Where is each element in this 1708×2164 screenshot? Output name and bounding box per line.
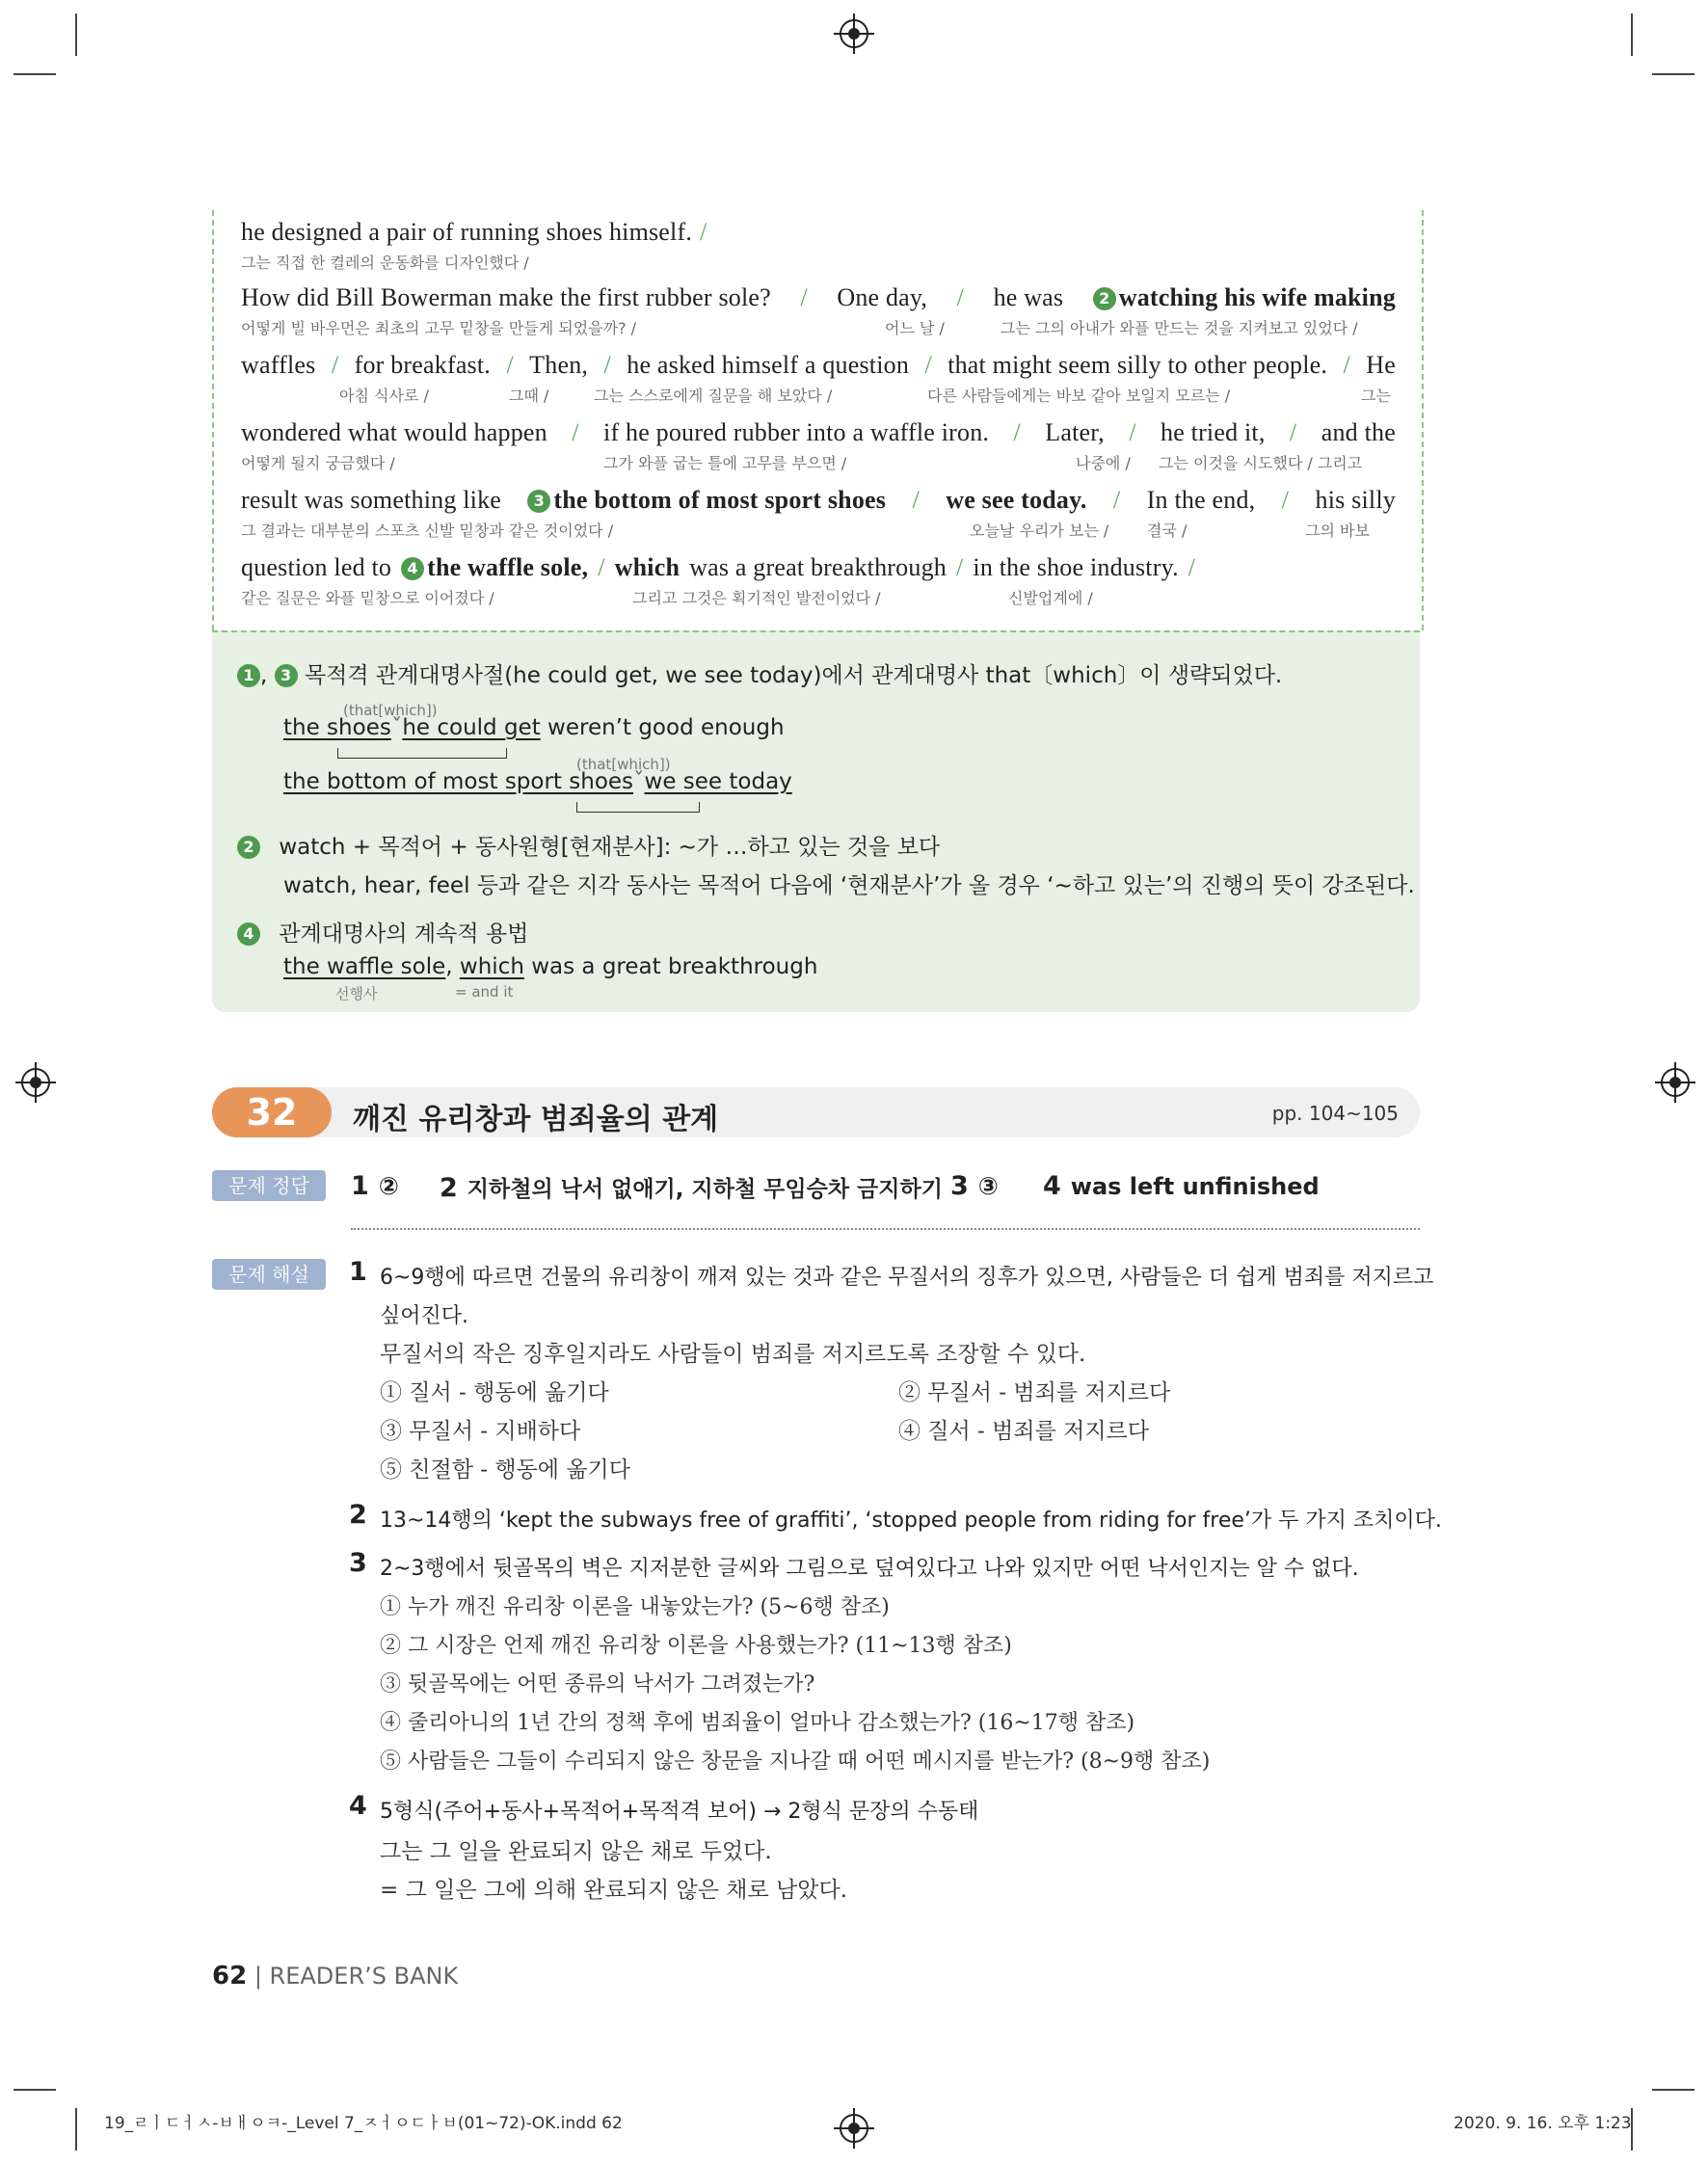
section-title: 깨진 유리창과 범죄율의 관계 — [353, 1103, 719, 1136]
marker-2: 2 — [237, 836, 260, 859]
passage-text: he tried it, — [1161, 418, 1266, 446]
sentence-rest: was a great breakthrough — [531, 954, 818, 979]
crop-mark — [13, 73, 56, 75]
explanation-text: 13~14행의 ‘kept the subways free of graffiti’, ‘stopped people from riding for free’가 두 가지 조치이다. — [380, 1509, 1442, 1533]
crop-mark — [75, 13, 77, 56]
note-text: 목적격 관계대명사절(he could get, we see today)에서 관계대명사 that〔which〕이 생략되었다. — [304, 663, 1283, 688]
summary-sentence: 무질서의 작은 징후일지라도 사람들이 범죄를 저지르도록 조장할 수 있다. — [380, 1342, 1086, 1367]
passage-text: he was — [993, 283, 1064, 311]
translation: 오늘날 우리가 보는 / — [970, 521, 1109, 540]
slash: / — [1112, 486, 1121, 514]
slash: / — [506, 351, 514, 379]
answer-3: 3 ③ — [950, 1171, 999, 1201]
annotation: 선행사 — [335, 985, 378, 1002]
passage-line — [241, 486, 1396, 538]
slash: / — [572, 418, 579, 446]
passage-bold: the bottom of most sport shoes — [553, 486, 887, 514]
page-reference: pp. 104~105 — [1271, 1102, 1399, 1125]
passage-text: he asked himself a question — [627, 351, 910, 379]
marker-4: 4 — [401, 557, 424, 580]
answer-2: 2 지하철의 낙서 없애기, 지하철 무임승차 금지하기 — [440, 1173, 943, 1203]
page-footer — [212, 1962, 458, 1990]
marker-3: 3 — [527, 490, 550, 513]
passage-bold: which — [614, 553, 681, 581]
annotation: (that[which]) — [343, 702, 438, 719]
passage-text: and the — [1321, 418, 1396, 446]
passage-bold: we see today. — [946, 486, 1087, 514]
slash: / — [912, 486, 920, 514]
crop-mark — [75, 2108, 77, 2151]
note-text: watch, hear, feel 등과 같은 지각 동사는 목적어 다음에 ‘현재분사’가 올 경우 ‘~하고 있는’의 진행의 뜻이 강조된다. — [283, 873, 1415, 898]
translation: 어느 날 / — [885, 319, 945, 337]
passage-text: How did Bill Bowerman make the first rubber sole? — [241, 283, 771, 311]
passage-text: if he poured rubber into a waffle iron. — [603, 418, 990, 446]
translation: 나중에 / — [1076, 454, 1131, 472]
translation: 그의 바보 — [1305, 521, 1370, 540]
antecedent: the bottom of most sport shoes — [283, 769, 634, 794]
slash: / — [1013, 418, 1021, 446]
crop-mark — [1652, 73, 1695, 75]
slash: / — [1129, 418, 1136, 446]
print-slug: 19_ㄹㅣㄷㅓㅅ-ㅂㅐㅇㅋ-_Level 7_ㅈㅓㅇㄷㅏㅂ(01~72)-OK.indd 62 — [104, 2114, 623, 2133]
passage-text: for breakfast. — [354, 351, 492, 379]
slash: / — [956, 283, 965, 311]
passage-text: He — [1366, 351, 1396, 379]
translation: 그는 스스로에게 질문을 해 보았다 / — [594, 387, 833, 405]
translation: 신발업계에 / — [1008, 589, 1093, 607]
explanation-number: 1 — [349, 1257, 367, 1287]
annotation: (that[which]) — [576, 756, 671, 773]
reading-passage — [212, 210, 1424, 630]
translation: 그때 / — [509, 387, 549, 405]
translation: 그리고 그것은 획기적인 발전이었다 / — [632, 589, 881, 607]
example-sentence: = 그 일은 그에 의해 완료되지 않은 채로 남았다. — [380, 1878, 847, 1903]
slash: / — [1343, 351, 1350, 379]
slash: / — [598, 553, 605, 581]
passage-text: that might seem silly to other people. — [947, 351, 1328, 379]
passage-text: waffles — [241, 351, 316, 379]
explanation-text: 싶어진다. — [380, 1304, 469, 1328]
explanation-badge: 문제 해설 — [212, 1259, 326, 1290]
marker-2: 2 — [1093, 287, 1116, 310]
comma: , — [445, 954, 453, 979]
example-sentence: the shoesˇhe could get weren’t good enough — [283, 715, 785, 740]
crop-mark — [1631, 13, 1633, 56]
explanation-text: 2~3행에서 뒷골목의 벽은 지저분한 글씨와 그림으로 덮여있다고 나와 있지만 어떤 낙서인지는 알 수 없다. — [380, 1557, 1359, 1581]
page-number: 62 — [212, 1962, 248, 1990]
passage-line — [241, 283, 1396, 335]
note-text: watch + 목적어 + 동사원형[현재분사]: ~가 …하고 있는 것을 보다 — [279, 835, 941, 860]
note-4-heading — [237, 916, 528, 948]
slash: / — [1289, 418, 1297, 446]
antecedent: the shoes — [283, 715, 391, 740]
crop-mark — [1652, 2089, 1695, 2091]
dotted-divider — [351, 1228, 1420, 1230]
grammar-notes — [212, 630, 1420, 1012]
passage-text: result was something like — [241, 486, 502, 514]
registration-mark-icon — [1661, 1068, 1690, 1097]
translation: 그는 그의 아내가 와플 만드는 것을 지켜보고 있었다 / — [1001, 319, 1358, 337]
relative-pronoun: which — [459, 954, 524, 979]
option: ② 무질서 - 범죄를 저지르다 — [898, 1380, 1171, 1405]
note-text: 관계대명사의 계속적 용법 — [279, 922, 529, 947]
passage-line — [241, 553, 1396, 605]
registration-mark-icon — [21, 1068, 50, 1097]
link-arrow — [576, 802, 700, 813]
passage-text: In the end, — [1146, 486, 1256, 514]
slash: / — [1188, 553, 1196, 581]
answer-badge: 문제 정답 — [212, 1170, 326, 1201]
translation: 다른 사람들에게는 바보 같아 보일지 모르는 / — [927, 387, 1231, 405]
note-2-heading — [237, 829, 940, 861]
marker-3: 3 — [275, 664, 298, 687]
registration-mark-icon — [840, 19, 868, 48]
link-arrow — [337, 748, 507, 759]
option: ⑤ 친절함 - 행동에 옮기다 — [380, 1457, 630, 1483]
explanation-number: 4 — [349, 1791, 367, 1821]
section-header — [212, 1087, 1420, 1137]
translation: 같은 질문은 와플 밑창으로 이어졌다 / — [241, 589, 494, 607]
registration-mark-icon — [840, 2114, 868, 2143]
example-sentence — [283, 954, 817, 979]
option: ① 누가 깨진 유리창 이론을 내놓았는가? (5~6행 참조) — [380, 1595, 890, 1619]
slash: / — [331, 351, 339, 379]
section-number: 32 — [212, 1087, 332, 1137]
passage-text: he designed a pair of running shoes himself. — [241, 218, 693, 246]
example-sentence: the bottom of most sport shoesˇwe see today — [283, 769, 792, 794]
option: ④ 질서 - 범죄를 저지르다 — [898, 1419, 1149, 1444]
crop-mark — [13, 2089, 56, 2091]
passage-text: Later, — [1045, 418, 1105, 446]
translation: 어떻게 빌 바우먼은 최초의 고무 밑창을 만들게 되었을까? / — [241, 319, 637, 337]
passage-text: One day, — [837, 283, 928, 311]
passage-line — [241, 351, 1396, 403]
slash: / — [700, 218, 707, 246]
marker-4: 4 — [237, 922, 260, 946]
translation: 그는 직접 한 켤레의 운동화를 디자인했다 / — [241, 254, 529, 272]
option: ③ 뒷골목에는 어떤 종류의 낙서가 그려졌는가? — [380, 1672, 815, 1696]
explanation-text: 5형식(주어+동사+목적어+목적격 보어) → 2형식 문장의 수동태 — [380, 1800, 979, 1824]
relative-clause: we see today — [644, 769, 792, 794]
passage-bold: watching his wife making — [1118, 283, 1396, 311]
option: ② 그 시장은 언제 깨진 유리창 이론을 사용했는가? (11~13행 참조) — [380, 1634, 1012, 1658]
explanation-number: 2 — [349, 1500, 367, 1530]
passage-text: was a great breakthrough — [689, 553, 947, 581]
translation: 그는 — [1361, 387, 1391, 405]
example-sentence: 그는 그 일을 완료되지 않은 채로 두었다. — [380, 1839, 772, 1864]
translation: 결국 / — [1147, 521, 1188, 540]
explanation-text: 6~9행에 따르면 건물의 유리창이 깨져 있는 것과 같은 무질서의 징후가 있으면, 사람들은 더 쉽게 범죄를 저지르고 — [380, 1266, 1434, 1290]
slash: / — [603, 351, 611, 379]
slash: / — [1281, 486, 1290, 514]
passage-bold: the waffle sole, — [427, 553, 589, 581]
translation: 그가 와플 굽는 틀에 고무를 부으면 / — [603, 454, 847, 472]
explanation-number: 3 — [349, 1548, 367, 1578]
annotation: = and it — [455, 983, 514, 1001]
passage-text: his silly — [1315, 486, 1396, 514]
slash: / — [955, 553, 964, 581]
answer-4: 4 was left unfinished — [1043, 1171, 1320, 1201]
option: ④ 줄리아니의 1년 간의 정책 후에 범죄율이 얼마나 감소했는가? (16~17행 참조) — [380, 1711, 1135, 1735]
option: ③ 무질서 - 지배하다 — [380, 1419, 581, 1444]
passage-text: wondered what would happen — [241, 418, 547, 446]
option: ① 질서 - 행동에 옮기다 — [380, 1380, 609, 1405]
relative-clause: he could get — [402, 715, 541, 740]
slash: / — [800, 283, 808, 311]
translation: 아침 식사로 / — [339, 387, 429, 405]
print-timestamp: 2020. 9. 16. 오후 1:23 — [1454, 2114, 1632, 2133]
marker-1: 1 — [237, 664, 260, 687]
translation: 그 결과는 대부분의 스포츠 신발 밑창과 같은 것이었다 / — [241, 521, 614, 540]
answer-1: 1 ② — [351, 1171, 399, 1201]
sentence-rest: weren’t good enough — [547, 715, 785, 740]
passage-line — [241, 418, 1396, 470]
note-1-heading: 1 , 3 목적격 관계대명사절(he could get, we see today)에서 관계대명사 that〔which〕이 생략되었다. — [237, 657, 1282, 689]
passage-text: in the shoe industry. — [973, 553, 1179, 581]
translation: 그는 이것을 시도했다 / 그리고 — [1159, 454, 1363, 472]
passage-line — [241, 218, 1396, 270]
book-title: | READER’S BANK — [254, 1963, 459, 1990]
option: ⑤ 사람들은 그들이 수리되지 않은 창문을 지나갈 때 어떤 메시지를 받는가? (8~9행 참조) — [380, 1750, 1211, 1774]
passage-text: Then, — [529, 351, 589, 379]
antecedent: the waffle sole — [283, 954, 446, 979]
translation: 어떻게 될지 궁금했다 / — [241, 454, 395, 472]
passage-text: question led to — [241, 553, 392, 581]
slash: / — [924, 351, 932, 379]
